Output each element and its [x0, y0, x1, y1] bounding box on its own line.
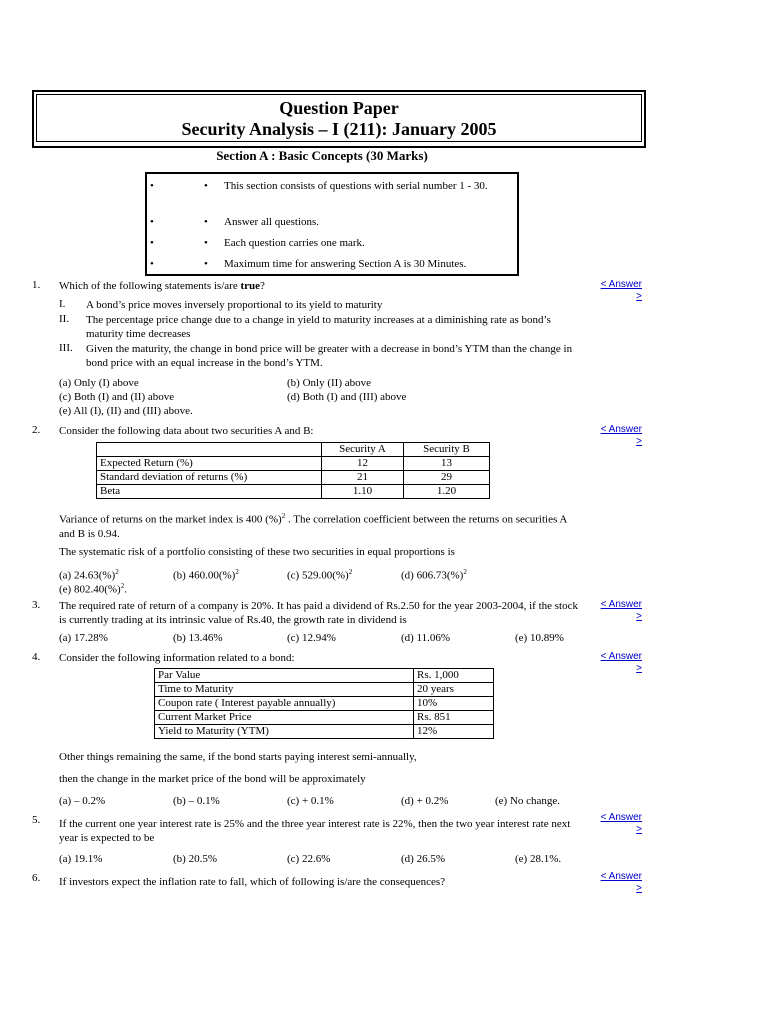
option-c[interactable]: (c) 12.94%	[287, 632, 336, 644]
option-c[interactable]: (c) 22.6%	[287, 853, 331, 865]
table-cell: Standard deviation of returns (%)	[97, 471, 322, 485]
table-cell: 20 years	[414, 683, 494, 697]
table-cell: Time to Maturity	[155, 683, 414, 697]
option-b[interactable]: (b) 13.46%	[173, 632, 223, 644]
bullet-icon: •	[204, 216, 208, 228]
option-e[interactable]: (e) 10.89%	[515, 632, 564, 644]
table-cell: Expected Return (%)	[97, 457, 322, 471]
table-row	[97, 485, 490, 499]
statement-number: II.	[59, 313, 70, 325]
bullet-icon: •	[150, 216, 154, 228]
question-paragraph: then the change in the market price of the bond will be approximately	[59, 773, 366, 785]
option-b[interactable]: (b) Only (II) above	[287, 377, 371, 389]
bullet-icon: •	[150, 237, 154, 249]
option-c[interactable]: (c) 529.00(%)$^2$	[287, 568, 353, 582]
statement-text: Given the maturity, the change in bond price will be greater with a decrease in bond’s YTM than the change in bond price with an equal increase in the bond’s YTM.	[86, 343, 573, 369]
option-a[interactable]: (a) Only (I) above	[59, 377, 139, 389]
option-b[interactable]: (b) 20.5%	[173, 853, 217, 865]
question-text: Consider the following information related to a bond:	[59, 652, 295, 664]
option-d[interactable]: (d) Both (I) and (III) above	[287, 391, 407, 403]
table-cell: 1.20	[404, 485, 490, 499]
question-number: 3.	[32, 599, 41, 611]
paper-subtitle: Security Analysis – I (211): January 2005	[181, 119, 497, 139]
question-text: Which of the following statements is/are true?	[59, 280, 265, 292]
option-e[interactable]: (e) 28.1%.	[515, 853, 562, 865]
option-a[interactable]: (a) – 0.2%	[59, 795, 106, 807]
table-row	[155, 669, 494, 683]
bullet-icon: •	[150, 258, 154, 270]
table-cell: Rs. 1,000	[414, 669, 494, 683]
table-cell: Par Value	[155, 669, 414, 683]
answer-link[interactable]: < Answer >	[600, 424, 642, 447]
emphasis-true: true	[240, 280, 260, 292]
table-header-cell: Security B	[404, 443, 490, 457]
option-b[interactable]: (b) 460.00(%)$^2$	[173, 568, 239, 582]
question-number: 2.	[32, 424, 41, 436]
question-text: The required rate of return of a company is 20%. It has paid a dividend of Rs.2.50 for the year 2003-2004, if the stock is currently trading at its intrinsic value of Rs.40, the growth rate in dividend is	[59, 600, 578, 626]
table-row	[155, 725, 494, 739]
question-number: 4.	[32, 651, 41, 663]
question-text: If investors expect the inflation rate to fall, which of following is/are the consequences?	[59, 876, 446, 888]
table-header-cell: Security A	[322, 443, 404, 457]
option-d[interactable]: (d) 606.73(%)$^2$	[401, 568, 467, 582]
answer-link[interactable]: < Answer >	[600, 812, 642, 835]
answer-link[interactable]: < Answer >	[600, 279, 642, 302]
bullet-icon: •	[204, 180, 208, 192]
table-cell: 10%	[414, 697, 494, 711]
option-d[interactable]: (d) + 0.2%	[401, 795, 449, 807]
option-d[interactable]: (d) 11.06%	[401, 632, 451, 644]
question-paragraph: The systematic risk of a portfolio consisting of these two securities in equal proportions is	[59, 546, 455, 558]
question-number: 6.	[32, 872, 41, 884]
question-paragraph: Variance of returns on the market index is 400 (%)$^2$ . The correlation coefficient between the returns on securities A and B is 0.94.	[59, 512, 567, 540]
table-cell: Rs. 851	[414, 711, 494, 725]
instruction-text: Answer all questions.	[224, 216, 320, 228]
table-cell: Beta	[97, 485, 322, 499]
instructions-box	[145, 172, 519, 276]
statement-number: I.	[59, 298, 66, 310]
table-row	[155, 711, 494, 725]
answer-link[interactable]: < Answer >	[600, 651, 642, 674]
table-cell: 29	[404, 471, 490, 485]
question-number: 5.	[32, 814, 41, 826]
table-cell: 21	[322, 471, 404, 485]
bullet-icon: •	[204, 237, 208, 249]
statement-text: A bond’s price moves inversely proportional to its yield to maturity	[86, 299, 383, 311]
bond-info-table	[154, 668, 494, 739]
option-a[interactable]: (a) 17.28%	[59, 632, 108, 644]
table-row	[155, 683, 494, 697]
bullet-icon: •	[204, 258, 208, 270]
question-number: 1.	[32, 279, 41, 291]
question-text: If the current one year interest rate is 25% and the three year interest rate is 22%, then the two year interest rate next year is expected to be	[59, 818, 571, 844]
option-b[interactable]: (b) – 0.1%	[173, 795, 220, 807]
securities-table	[96, 442, 490, 499]
answer-link[interactable]: < Answer >	[600, 871, 642, 894]
title-box	[32, 90, 646, 148]
table-row	[97, 457, 490, 471]
answer-link[interactable]: < Answer >	[600, 599, 642, 622]
table-cell: 12	[322, 457, 404, 471]
question-text: Consider the following data about two securities A and B:	[59, 425, 314, 437]
instruction-text: Maximum time for answering Section A is 30 Minutes.	[224, 258, 467, 270]
option-e[interactable]: (e) 802.40(%)$^2$.	[59, 582, 127, 596]
table-cell: 1.10	[322, 485, 404, 499]
instruction-text: This section consists of questions with serial number 1 - 30.	[224, 180, 488, 192]
option-d[interactable]: (d) 26.5%	[401, 853, 445, 865]
section-heading: Section A : Basic Concepts (30 Marks)	[216, 148, 428, 163]
table-row	[155, 697, 494, 711]
option-a[interactable]: (a) 24.63(%)$^2$	[59, 568, 119, 582]
instruction-text: Each question carries one mark.	[224, 237, 365, 249]
statement-number: III.	[59, 342, 73, 354]
option-e[interactable]: (e) All (I), (II) and (III) above.	[59, 405, 193, 417]
bullet-icon: •	[150, 180, 154, 192]
title-inner-frame	[36, 94, 642, 142]
table-cell: Current Market Price	[155, 711, 414, 725]
paper-title: Question Paper	[279, 98, 399, 118]
table-cell: 12%	[414, 725, 494, 739]
table-header-row	[97, 443, 490, 457]
option-a[interactable]: (a) 19.1%	[59, 853, 103, 865]
statement-text: The percentage price change due to a change in yield to maturity increases at a diminishing rate as bond’s maturity time decreases	[86, 314, 551, 340]
option-c[interactable]: (c) + 0.1%	[287, 795, 334, 807]
table-row	[97, 471, 490, 485]
table-header-cell	[97, 443, 322, 457]
table-cell: 13	[404, 457, 490, 471]
question-paragraph: Other things remaining the same, if the bond starts paying interest semi-annually,	[59, 751, 417, 763]
option-c[interactable]: (c) Both (I) and (II) above	[59, 391, 175, 403]
table-cell: Coupon rate ( Interest payable annually)	[155, 697, 414, 711]
table-cell: Yield to Maturity (YTM)	[155, 725, 414, 739]
option-e[interactable]: (e) No change.	[495, 795, 561, 807]
